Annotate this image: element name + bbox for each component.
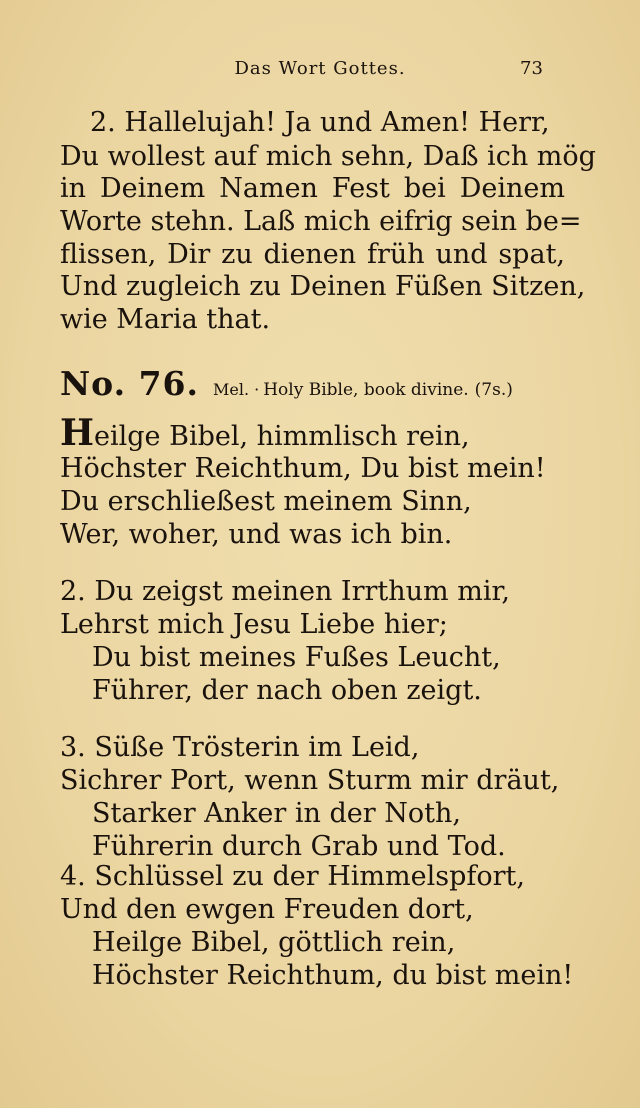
page-number: 73 bbox=[520, 58, 543, 79]
prev-stanza-line: Du wollest auf mich sehn, Daß ich mög bbox=[60, 141, 596, 172]
melody-title: Holy Bible, book divine. bbox=[263, 380, 469, 400]
stanza-1-line: Wer, woher, und was ich bin. bbox=[60, 519, 453, 550]
melody-prefix: Mel. · bbox=[212, 380, 260, 399]
stanza-2-line: Führer, der nach oben zeigt. bbox=[92, 675, 482, 706]
stanza-3-line: Starker Anker in der Noth, bbox=[92, 798, 461, 829]
stanza-1-line: Höchster Reichthum, Du bist mein! bbox=[60, 453, 546, 484]
hymn-number: No. 76. bbox=[60, 364, 199, 403]
stanza-2-line: 2. Du zeigst meinen Irrthum mir, bbox=[60, 576, 510, 607]
stanza-1-line bbox=[60, 412, 470, 454]
prev-stanza-line: Und zugleich zu Deinen Füßen Sitzen, bbox=[60, 271, 586, 302]
stanza-4-line: Höchster Reichthum, du bist mein! bbox=[92, 960, 574, 991]
stanza-2-line: Du bist meines Fußes Leucht, bbox=[92, 642, 501, 673]
stanza-1-line: Du erschließest meinem Sinn, bbox=[60, 486, 472, 517]
prev-stanza-line: Worte stehn. Laß mich eifrig sein be= bbox=[60, 206, 582, 237]
stanza-2-line: Lehrst mich Jesu Liebe hier; bbox=[60, 609, 448, 640]
prev-stanza-line: flissen, Dir zu dienen früh und spat, bbox=[60, 239, 565, 270]
hymn-header bbox=[60, 364, 570, 403]
stanza-4-line: Und den ewgen Freuden dort, bbox=[60, 894, 474, 925]
running-title: Das Wort Gottes. bbox=[234, 58, 406, 79]
prev-stanza-line: 2. Hallelujah! Ja und Amen! Herr, bbox=[90, 107, 550, 138]
dropcap: H bbox=[60, 412, 95, 454]
prev-stanza-line: wie Maria that. bbox=[60, 304, 271, 335]
stanza-4-line: 4. Schlüssel zu der Himmelspfort, bbox=[60, 861, 525, 892]
stanza-4-line: Heilge Bibel, göttlich rein, bbox=[92, 927, 456, 958]
stanza-3-line: 3. Süße Trösterin im Leid, bbox=[60, 732, 420, 763]
prev-stanza-line: in Deinem Namen Fest bei Deinem bbox=[60, 173, 565, 204]
stanza-3-line: Führerin durch Grab und Tod. bbox=[92, 831, 506, 862]
stanza-1-line-text: eilge Bibel, himmlisch rein, bbox=[94, 421, 470, 452]
hymn-meter: (7s.) bbox=[474, 380, 513, 400]
stanza-3-line: Sichrer Port, wenn Sturm mir dräut, bbox=[60, 765, 560, 796]
